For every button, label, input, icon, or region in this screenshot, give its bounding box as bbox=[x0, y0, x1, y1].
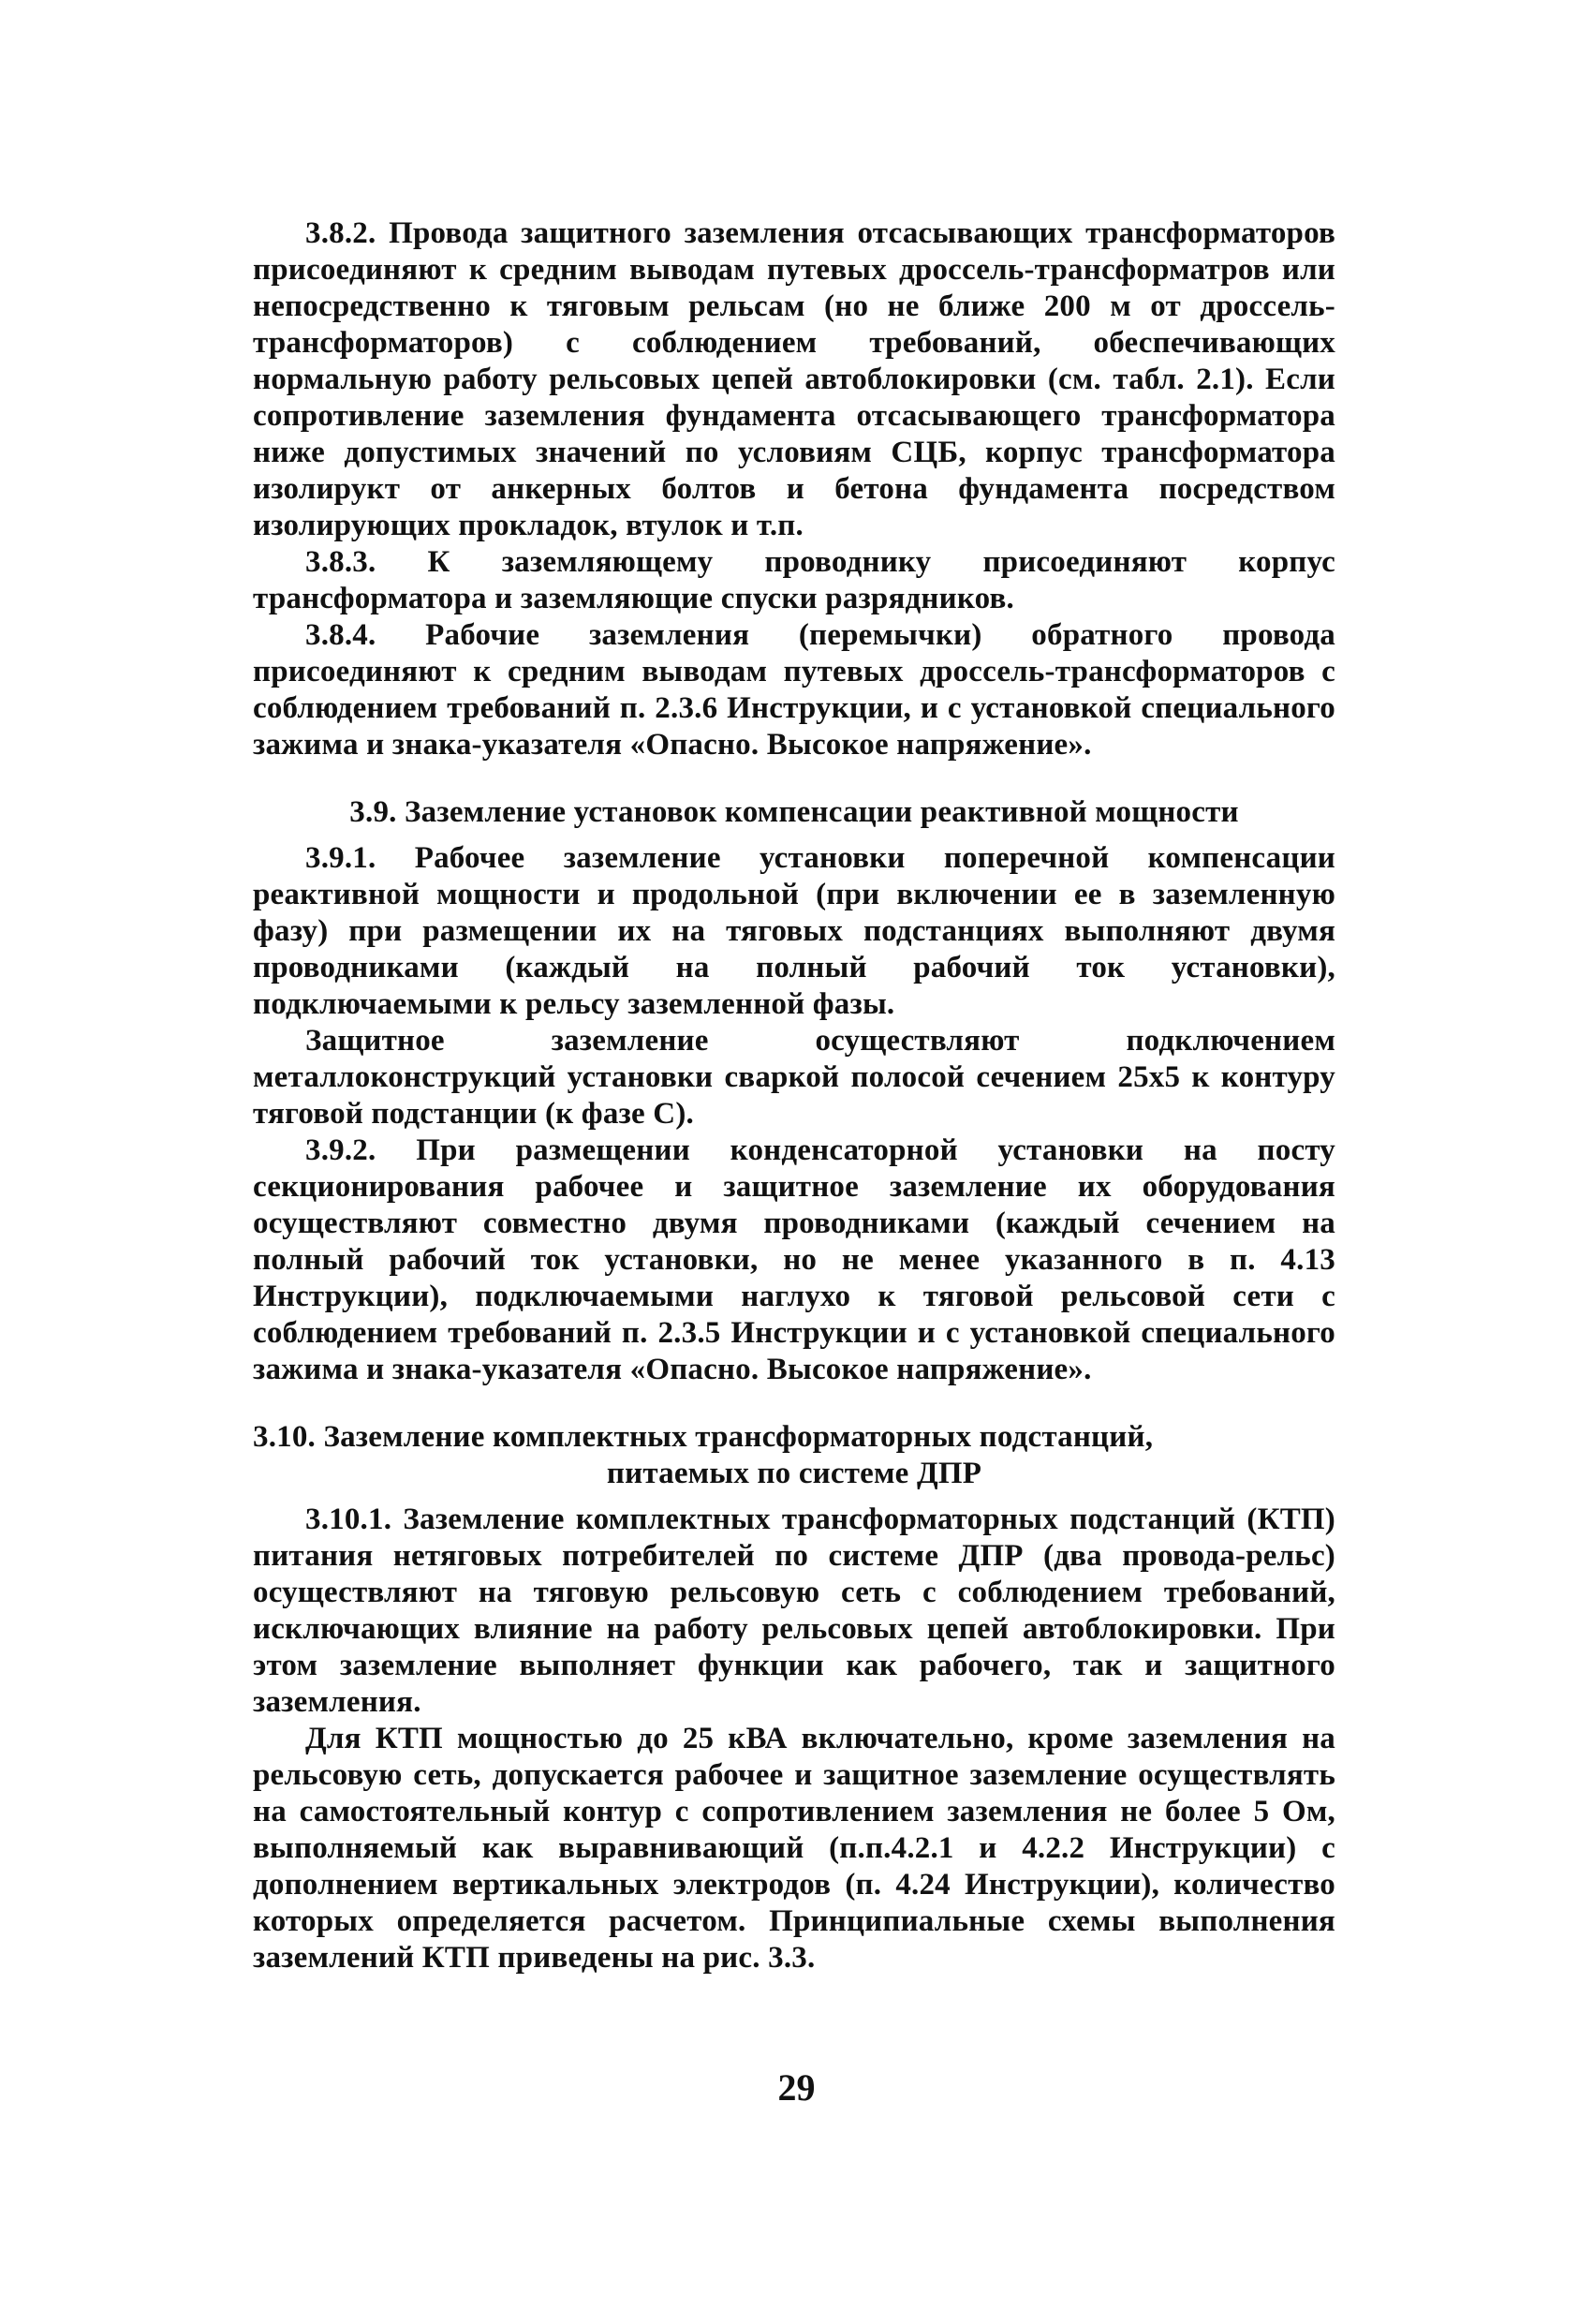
paragraph-3-9-1-protective: Защитное заземление осуществляют подключением металлоконструкций установки сваркой полосой сечением 25х5 к контуру тяговой подстанции (к фазе С). bbox=[253, 1024, 1335, 1131]
section-heading-3-10-line2: питаемых по системе ДПР bbox=[606, 1457, 982, 1490]
paragraph-3-8-4: 3.8.4. Рабочие заземления (перемычки) обратного провода присоединяют к средним выводам путевых дроссель-трансформаторов с соблюдением требований п. 2.3.6 Инструкции, и с установкой специального зажима и знака-указателя «Опасно. Высокое напряжение». bbox=[253, 618, 1335, 762]
paragraph-3-10-1: 3.10.1. Заземление комплектных трансформаторных подстанций (КТП) питания нетяговых потребителей по системе ДПР (два провода-рельс) осуществляют на тяговую рельсовую сеть с соблюдением требований, исключающих влияние на работу рельсовых цепей автоблокировки. При этом заземление выполняет функции как рабочего, так и защитного заземления. bbox=[253, 1502, 1335, 1719]
section-gap bbox=[253, 1388, 1335, 1419]
section-gap bbox=[253, 763, 1335, 794]
paragraph-3-8-3: 3.8.3. К заземляющему проводнику присоединяют корпус трансформатора и заземляющие спуски разрядников. bbox=[253, 545, 1335, 615]
section-heading-3-9: 3.9. Заземление установок компенсации реактивной мощности bbox=[349, 795, 1239, 829]
document-page bbox=[253, 215, 1335, 1976]
paragraph-3-10-1-ktp: Для КТП мощностью до 25 кВА включательно, кроме заземления на рельсовую сеть, допускается рабочее и защитное заземление осуществлять на самостоятельный контур с сопротивлением заземления не более 5 Ом, выполняемый как выравнивающий (п.п.4.2.1 и 4.2.2 Инструкции) с дополнением вертикальных электродов (п. 4.24 Инструкции), количество которых определяется расчетом. Принципиальные схемы выполнения заземлений КТП приведены на рис. 3.3. bbox=[253, 1722, 1335, 1975]
paragraph-3-9-2: 3.9.2. При размещении конденсаторной установки на посту секционирования рабочее и защитное заземление их оборудования осуществляют совместно двумя проводниками (каждый сечением на полный рабочий ток установки, но не менее указанного в п. 4.13 Инструкции), подключаемыми наглухо к тяговой рельсовой сети с соблюдением требований п. 2.3.5 Инструкции и с установкой специального зажима и знака-указателя «Опасно. Высокое напряжение». bbox=[253, 1133, 1335, 1386]
paragraph-3-9-1: 3.9.1. Рабочее заземление установки поперечной компенсации реактивной мощности и продольной (при включении ее в заземленную фазу) при размещении их на тяговых подстанциях выполняют двумя проводниками (каждый на полный рабочий ток установки), подключаемыми к рельсу заземленной фазы. bbox=[253, 841, 1335, 1021]
heading-gap bbox=[253, 1492, 1335, 1502]
page-number: 29 bbox=[777, 2066, 816, 2109]
heading-gap bbox=[253, 831, 1335, 840]
section-heading-3-10-line1: 3.10. Заземление комплектных трансформаторных подстанций, bbox=[253, 1420, 1154, 1454]
paragraph-3-8-2: 3.8.2. Провода защитного заземления отсасывающих трансформаторов присоединяют к средним выводам путевых дроссель-трансформатров или непосредственно к тяговым рельсам (но не ближе 200 м от дроссель-трансформаторов) с соблюдением требований, обеспечивающих нормальную работу рельсовых цепей автоблокировки (см. табл. 2.1). Если сопротивление заземления фундамента отсасывающего трансформатора ниже допустимых значений по условиям СЦБ, корпус трансформатора изолирукт от анкерных болтов и бетона фундамента посредством изолирующих прокладок, втулок и т.п. bbox=[253, 216, 1335, 542]
